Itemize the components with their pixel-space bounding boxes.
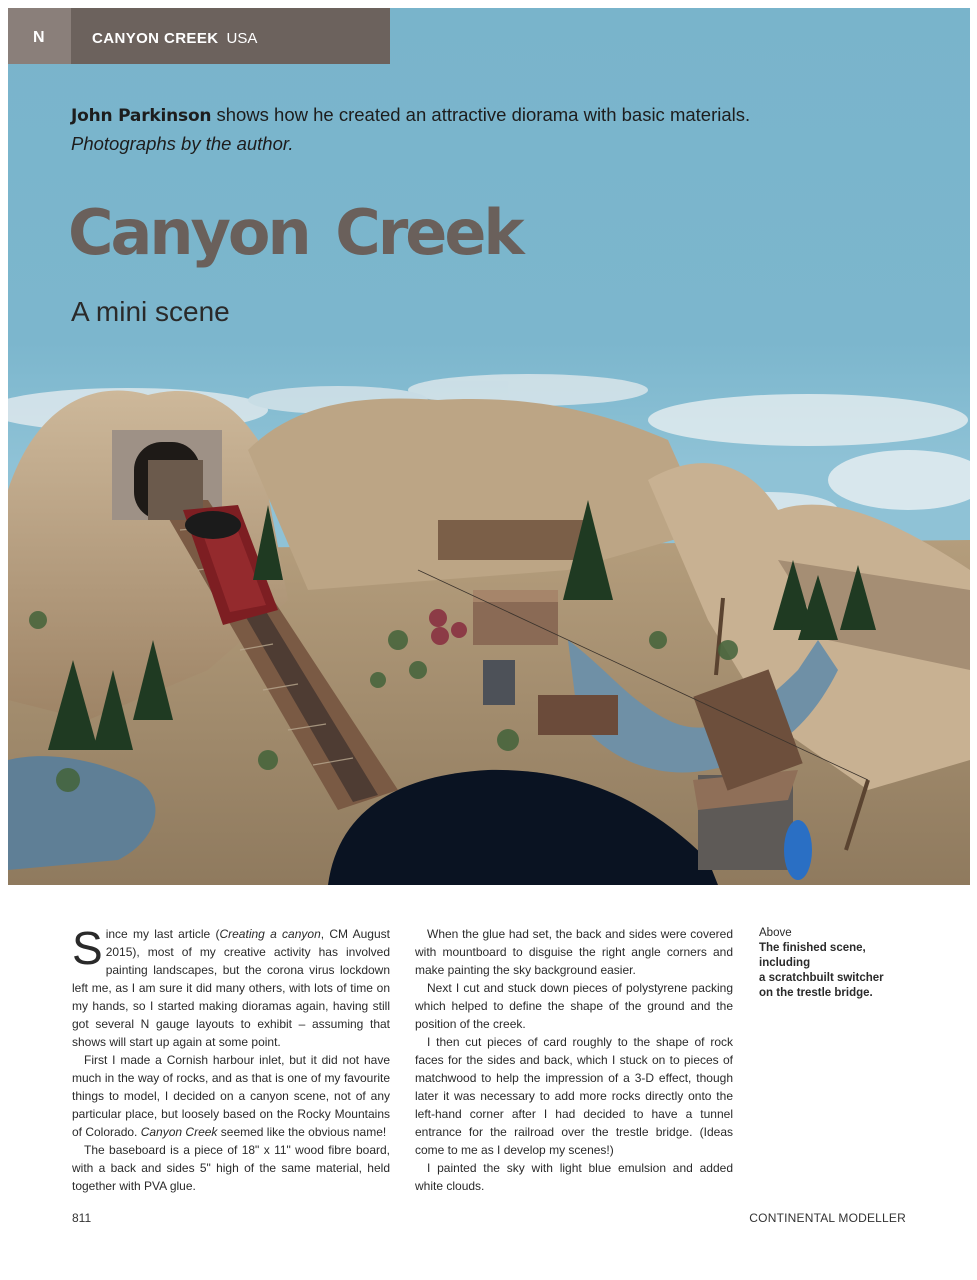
gauge-tab: N: [8, 8, 71, 64]
paragraph: Next I cut and stuck down pieces of polystyrene packing which helped to define the shape of the ground and the position of the creek.: [415, 981, 733, 1031]
paragraph-text: ince my last article (: [105, 927, 220, 941]
paragraph: [72, 922, 390, 1051]
drop-cap: S: [72, 922, 103, 974]
author-name: John Parkinson: [71, 106, 212, 126]
paragraph: I painted the sky with light blue emulsion and added white clouds.: [415, 1161, 733, 1193]
body-column-1: [72, 922, 390, 1195]
paragraph: [72, 1051, 390, 1141]
paragraph-text: First I made a Cornish harbour inlet, but it did not have much in the way of rocks, and as that is one of my favourite things to model, I decided on a canyon scene, not of any particular place, but loosely based on the Rocky Mountains of Colorado.: [72, 1053, 390, 1139]
standfirst-text: shows how he created an attractive diorama with basic materials.: [211, 104, 751, 125]
section-name: CANYON CREEK: [92, 30, 219, 47]
paragraph-text: The baseboard is a piece of 18" x 11" wood fibre board, with a back and sides 5" high of the same material, held together with PVA glue.: [72, 1143, 390, 1193]
photo-credit: Photographs by the author.: [71, 133, 294, 154]
caption-text: The finished scene, including a scratchbuilt switcher on the trestle bridge.: [759, 942, 884, 999]
page-number: 811: [72, 1211, 92, 1225]
article-subheadline: A mini scene: [71, 296, 230, 327]
diorama-photo: [8, 340, 970, 885]
photo-caption: [759, 926, 919, 1001]
car: [784, 820, 812, 880]
section-title: [71, 8, 390, 64]
body-column-2: [415, 925, 733, 1195]
paragraph-emphasis: Canyon Creek: [140, 1125, 218, 1139]
section-country: USA: [226, 30, 258, 47]
section-tab-bar: [8, 8, 390, 64]
paragraph: When the glue had set, the back and sides were covered with mountboard to disguise the right angle corners and make painting the sky background easier.: [415, 927, 733, 977]
paragraph: I then cut pieces of card roughly to the shape of rock faces for the sides and back, which I stuck on to pieces of matchwood to help the impression of a 3-D effect, though later it was necessary to add more rocks directly onto the left-hand corner after I had decided to have a tunnel entrance for the railroad over the trestle bridge. (Ideas come to me as I develop my scenes!): [415, 1035, 733, 1157]
shed: [473, 595, 558, 645]
water-tower: [483, 660, 515, 705]
hero-panel: [8, 8, 970, 885]
paragraph-text: , CM August 2015), most of my creative activity has involved painting landscapes, but the corona virus lockdown left me, as I am sure it did many others, with lots of time on my hands, so I started making dioramas again, having still got several N gauge layouts to exhibit – assuming that shows will start up again at some point.: [72, 927, 390, 1049]
standfirst: [71, 104, 750, 126]
article-headline: Canyon Creek: [68, 196, 522, 269]
caption-title: Above: [759, 927, 792, 939]
paragraph-emphasis: Creating a canyon: [219, 927, 321, 941]
log-cabin: [438, 520, 588, 560]
paragraph: [72, 1141, 390, 1195]
magazine-name: CONTINENTAL MODELLER: [749, 1211, 906, 1225]
shack: [538, 695, 618, 735]
paragraph-text: seemed like the obvious name!: [217, 1125, 387, 1139]
